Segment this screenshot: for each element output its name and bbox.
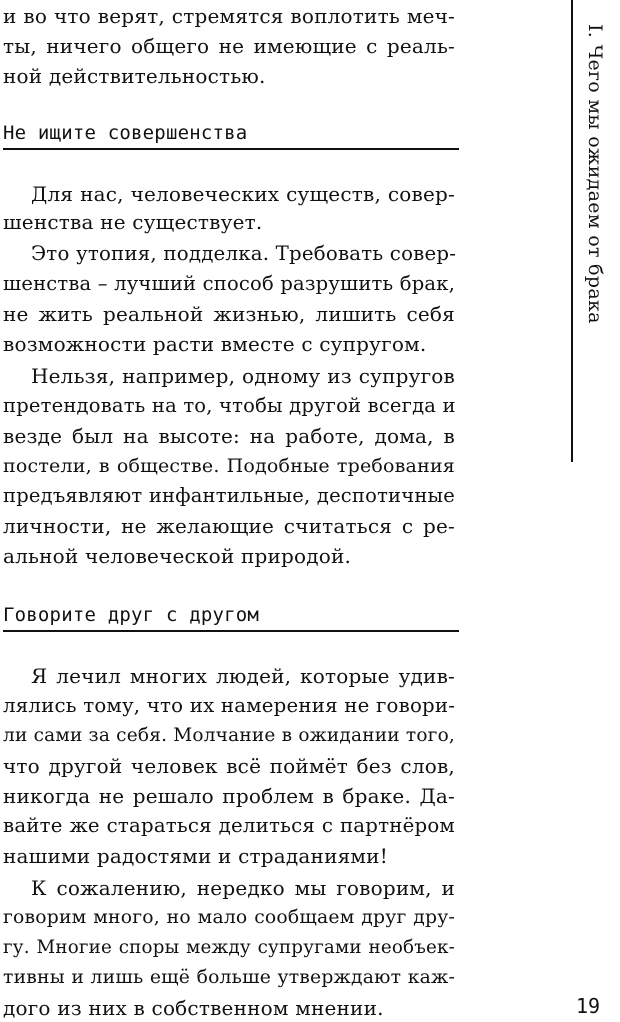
heading-underline [3, 148, 459, 150]
section-heading: Не ищите совершенства [3, 122, 248, 144]
text-line: и во что верят, стремятся воплотить меч- [3, 4, 455, 28]
text-line: дого из них в собственном мнении. [3, 996, 384, 1020]
heading-underline [3, 630, 459, 632]
text-line: говорим много, но мало сообщаем друг дру- [3, 907, 455, 928]
text-line: везде был на высоте: на работе, дома, в [3, 424, 455, 448]
text-line: претендовать на то, чтобы другой всегда и [3, 394, 456, 417]
text-line: ты, ничего общего не имеющие с реаль- [3, 34, 455, 58]
text-line: ной действительностью. [3, 64, 266, 88]
page-number: 19 [576, 994, 601, 1018]
text-line: шенства не существует. [3, 210, 263, 234]
text-line: нашими радостями и страданиями! [3, 844, 388, 868]
text-line: не жить реальной жизнью, лишить себя [3, 302, 455, 326]
running-chapter-title: I. Чего мы ожидаем от брака [584, 24, 606, 324]
margin-rule [571, 0, 573, 462]
text-line: что другой человек всё поймёт без слов, [3, 754, 455, 778]
text-line: Я лечил многих людей, которые удив- [31, 664, 455, 688]
text-line: гу. Многие споры между супругами необъек- [3, 937, 455, 958]
text-line: никогда не решало проблем в браке. Да- [3, 784, 455, 808]
text-line: Это утопия, подделка. Требовать совер- [31, 242, 457, 265]
text-line: К сожалению, нередко мы говорим, и [31, 876, 455, 900]
text-line: вайте же стараться делиться с партнёром [3, 814, 455, 837]
section-heading: Говорите друг с другом [3, 604, 260, 626]
text-line: альной человеческой природой. [3, 544, 352, 568]
text-line: предъявляют инфантильные, деспотичные [3, 484, 455, 507]
text-line: ли сами за себя. Молчание в ожидании того, [3, 725, 455, 746]
text-line: Для нас, человеческих существ, совер- [31, 182, 455, 206]
text-line: возможности расти вместе с супругом. [3, 332, 427, 356]
text-line: лялись тому, что их намерения не говори- [3, 694, 456, 717]
text-line: Нельзя, например, одному из супругов [31, 364, 455, 388]
text-line: постели, в обществе. Подобные требования [3, 455, 455, 477]
text-line: шенства – лучший способ разрушить брак, [3, 272, 455, 295]
text-line: тивны и лишь ещё больше утверждают каж- [3, 967, 455, 988]
text-line: личности, не желающие считаться с ре- [3, 514, 455, 538]
